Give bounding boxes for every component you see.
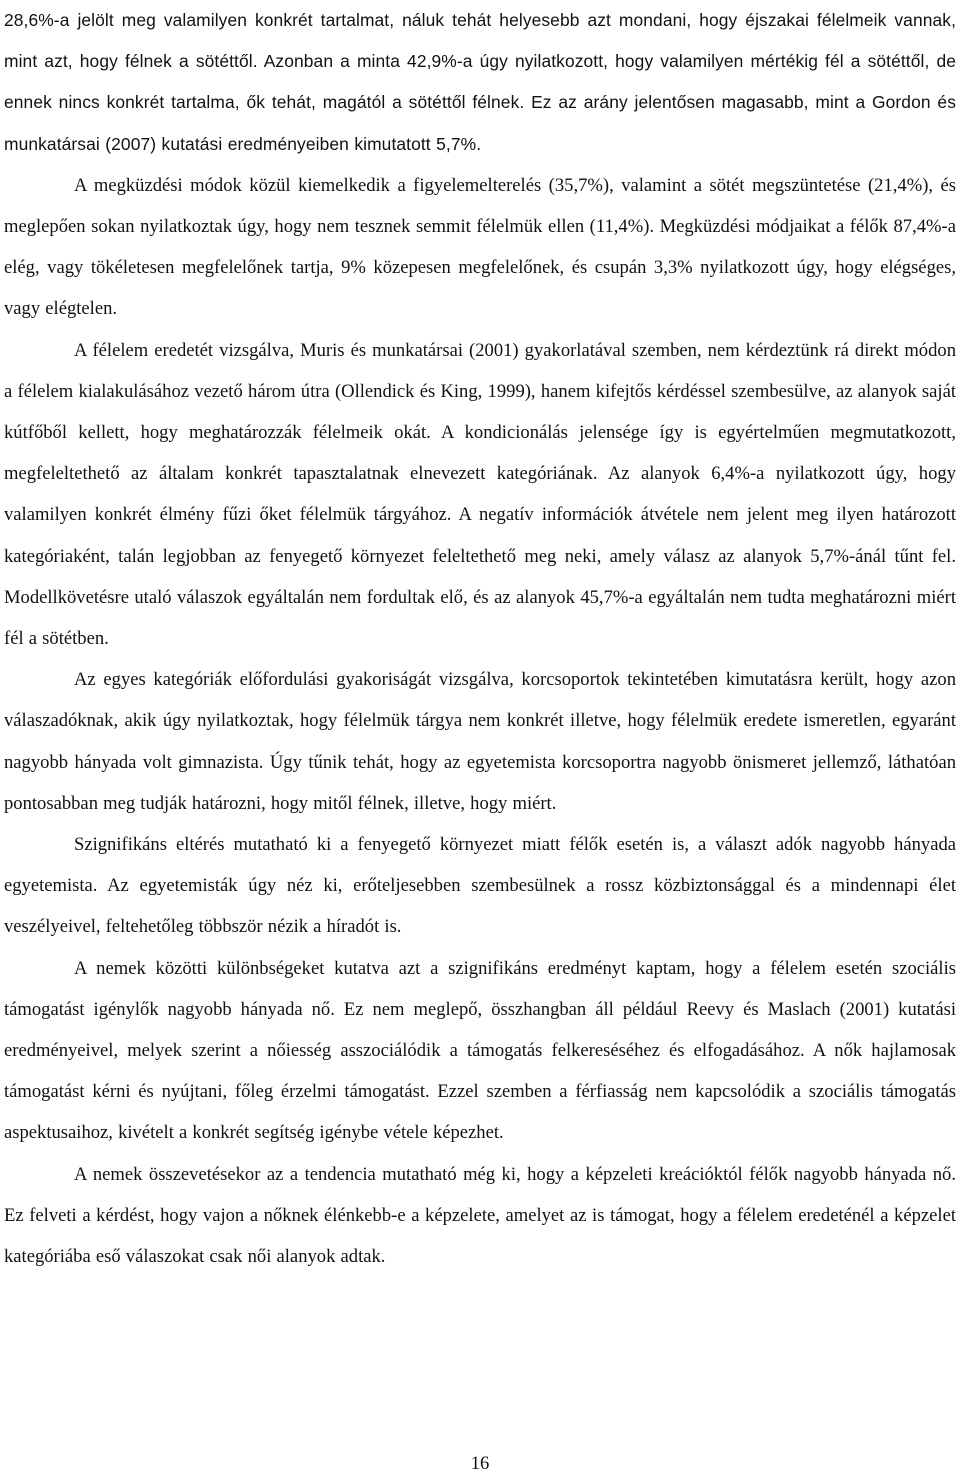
paragraph-4-text: Az egyes kategóriák előfordulási gyakoriságát vizsgálva, korcsoportok tekintetében kimutatásra került, hogy azon válaszadóknak, akik úgy nyilatkoztak, hogy félelmük tárgya nem konkrét illetve, hogy félelmük eredete ismeretlen, egyaránt nagyobb hányada volt gimnazista. Úgy tűnik tehát, hogy az egyetemista korcsoportra nagyobb önismeret jellemző, láthatóan pontosabban meg tudják határozni, hogy mitől félnek, illetve, hogy miért.: [4, 669, 956, 814]
paragraph-2: [4, 165, 956, 330]
paragraph-1-segment-2: Azonban a minta 42,9%-a úgy nyilatkozott, hogy valamilyen mértékig fél a sötéttől, de ennek nincs konkrét tartalma, ők tehát, magától a sötéttől félnek. Ez az arány jelentősen magasabb, mint a Gordon és munkatársai (2007) kutatási eredményeiben kimutatott 5,7%.: [4, 51, 956, 154]
document-page: [4, 0, 956, 1482]
paragraph-1: [4, 0, 956, 165]
paragraph-5: [4, 824, 956, 948]
paragraph-6: [4, 948, 956, 1154]
paragraph-3: [4, 330, 956, 660]
paragraph-2-text: A megküzdési módok közül kiemelkedik a figyelemelterelés (35,7%), valamint a sötét megszüntetése (21,4%), és meglepően sokan nyilatkoztak úgy, hogy nem tesznek semmit félelmük ellen (11,4%). Megküzdési módjaikat a félők 87,4%-a elég, vagy tökéletesen megfelelőnek tartja, 9% közepesen megfelelőnek, és csupán 3,3% nyilatkozott úgy, hogy elégséges, vagy elégtelen.: [4, 174, 956, 320]
paragraph-7-text: A nemek összevetésekor az a tendencia mutatható még ki, hogy a képzeleti kreációktól félők nagyobb hányada nő. Ez felveti a kérdést, hogy vajon a nőknek élénkebb-e a képzelete, amelyet az is támogat, hogy a félelem eredeténél a képzelet kategóriába eső válaszokat csak női alanyok adtak.: [4, 1163, 956, 1268]
paragraph-4: [4, 659, 956, 824]
paragraph-1-segment-1: 28,6%-a jelölt meg valamilyen konkrét tartalmat, náluk tehát helyesebb azt mondani, hogy éjszakai félelmeik vannak, mint azt, hogy félnek a sötéttől.: [4, 10, 956, 72]
paragraph-6-text: A nemek közötti különbségeket kutatva azt a szignifikáns eredményt kaptam, hogy a félelem esetén szociális támogatást igénylők nagyobb hányada nő. Ez nem meglepő, összhangban áll például Reevy és Maslach (2001) kutatási eredményeivel, melyek szerint a nőiesség asszociálódik a támogatás felkereséséhez és elfogadásához. A nők hajlamosak támogatást kérni és nyújtani, főleg érzelmi támogatást. Ezzel szemben a férfiasság nem kapcsolódik a szociális támogatás aspektusaihoz, kivételt a konkrét segítség igénybe vétele képezhet.: [4, 957, 956, 1144]
paragraph-7: [4, 1154, 956, 1278]
page-number: 16: [470, 1453, 490, 1474]
document-body: [4, 0, 956, 1277]
paragraph-5-text: Szignifikáns eltérés mutatható ki a fenyegető környezet miatt félők esetén is, a választ adók nagyobb hányada egyetemista. Az egyetemisták úgy néz ki, erőteljesebben szembesülnek a rossz közbiztonsággal és a mindennapi élet veszélyeivel, feltehetőleg többször nézik a híradót is.: [4, 834, 956, 938]
paragraph-3-text: A félelem eredetét vizsgálva, Muris és munkatársai (2001) gyakorlatával szemben, nem kérdeztünk rá direkt módon a félelem kialakulásához vezető három útra (Ollendick és King, 1999), hanem kifejtős kérdéssel szembesülve, az alanyok saját kútfőből kellett, hogy meghatározzák félelmeik okát. A kondicionálás jelensége így is egyértelműen megmutatkozott, megfeleltethető az általam konkrét tapasztalatnak elnevezett kategóriának. Az alanyok 6,4%-a nyilatkozott úgy, hogy valamilyen konkrét élmény fűzi őket félelmük tárgyához. A negatív információk átvétele nem jelent meg ilyen határozott kategóriaként, talán legjobban az fenyegető környezet feleltethető meg neki, amely válasz az alanyok 5,7%-ánál tűnt fel. Modellkövetésre utaló válaszok egyáltalán nem fordultak elő, és az alanyok 45,7%-a egyáltalán nem tudta meghatározni miért fél a sötétben.: [4, 339, 956, 650]
